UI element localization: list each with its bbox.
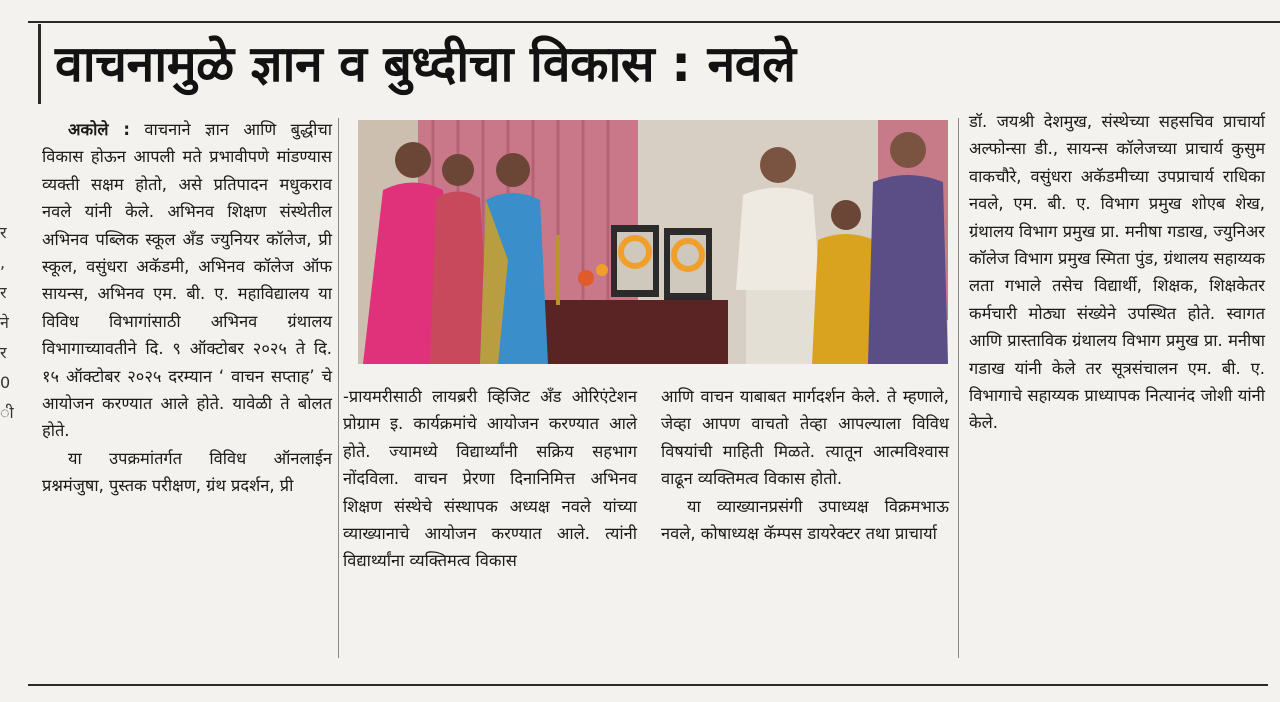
fragment-char: र [0,283,7,302]
article-column-4 [969,108,1265,437]
paragraph: डॉ. जयश्री देशमुख, संस्थेच्या सहसचिव प्राचार्या अल्फोन्सा डी., सायन्स कॉलेजच्या प्राचार्य कुसुम वाकचौरे, वसुंधरा अकॅडमीच्या उपप्राचार्य राधिका नवले, एम. बी. ए. विभाग प्रमुख शोएब शेख, ग्रंथालय विभाग प्रमुख प्रा. मनीषा गडाख, ज्युनिअर कॉलेज विभाग प्रमुख स्मिता पुंड, ग्रंथालय सहाय्यक लता गभाले तसेच विद्यार्थी, शिक्षक, शिक्षकेतर कर्मचारी मोठ्या संख्येने उपस्थित होते. स्वागत आणि प्रास्ताविक ग्रंथालय विभाग प्रमुख प्रा. मनीषा गडाख यांनी केले तर सूत्रसंचालन एम. बी. ए. विभागाचे सहाय्यक प्राध्यापक नित्यानंद जोशी यांनी केले. [969,112,1265,433]
paragraph: या व्याख्यानप्रसंगी उपाध्यक्ष विक्रमभाऊ नवले, कोषाध्यक्ष कॅम्पस डायरेक्टर तथा प्राचार्या [661,496,949,544]
column-divider [338,118,339,658]
top-rule [28,21,1280,23]
article-column-3 [661,383,949,547]
column-divider [958,118,959,658]
paragraph: -प्रायमरीसाठी लायब्ररी व्हिजिट अँड ओरिएंटेशन प्रोग्राम इ. कार्यक्रमांचे आयोजन करण्यात आले होते. ज्यामध्ये विद्यार्थ्यांनी सक्रिय सहभाग नोंदविला. वाचन प्रेरणा दिनानिमित्त अभिनव शिक्षण संस्थेचे संस्थापक अध्यक्ष नवले यांच्या व्याख्यानाचे आयोजन करण्यात आले. त्यांनी विद्यार्थ्यांना व्यक्तिमत्व विकास [343,387,637,571]
headline: वाचनामुळे ज्ञान व बुध्दीचा विकास : नवले [38,24,1268,104]
adjacent-column-fragment [0,218,14,428]
fragment-char: र [0,343,7,362]
event-photo [358,120,948,364]
fragment-char: र [0,223,7,242]
lead-text: वाचनाने ज्ञान आणि बुद्धीचा विकास होऊन आपली मते प्रभावीपणे मांडण्यास व्यक्ती सक्षम होतो, असे प्रतिपादन मधुकराव नवले यांनी केले. अभिनव शिक्षण संस्थेतील अभिनव पब्लिक स्कूल अँड ज्युनियर कॉलेज, प्री स्कूल, वसुंधरा अकॅडमी, अभिनव कॉलेज ऑफ सायन्स, अभिनव एम. बी. ए. महाविद्यालय या विविध विभागांसाठी अभिनव ग्रंथालय विभागाच्यावतीने दि. ९ ऑक्टोबर २०२५ ते दि. १५ ऑक्टोबर २०२५ दरम्यान ‘ वाचन सप्ताह’ चे आयोजन करण्यात आले होते. यावेळी ते बोलत होते. [42,120,332,441]
article-column-2 [343,383,637,575]
fragment-char: ने [0,313,9,332]
paragraph: आणि वाचन याबाबत मार्गदर्शन केले. ते म्हणाले, जेव्हा आपण वाचतो तेव्हा आपल्याला विविध विषयांची माहिती मिळते. त्यातून आत्मविश्वास वाढून व्यक्तिमत्व विकास होतो. [661,387,949,489]
fragment-char: 0 [0,373,11,392]
paragraph: या उपक्रमांतर्गत विविध ऑनलाईन प्रश्नमंजुषा, पुस्तक परीक्षण, ग्रंथ प्रदर्शन, प्री [42,448,332,496]
fragment-char: , [0,253,6,272]
fragment-char: ी [0,403,14,422]
bottom-rule [28,684,1268,686]
group-photo-icon [358,120,948,364]
lead-paragraph [42,116,332,445]
article-column-1 [42,116,332,500]
dateline: अकोले : [68,120,130,139]
